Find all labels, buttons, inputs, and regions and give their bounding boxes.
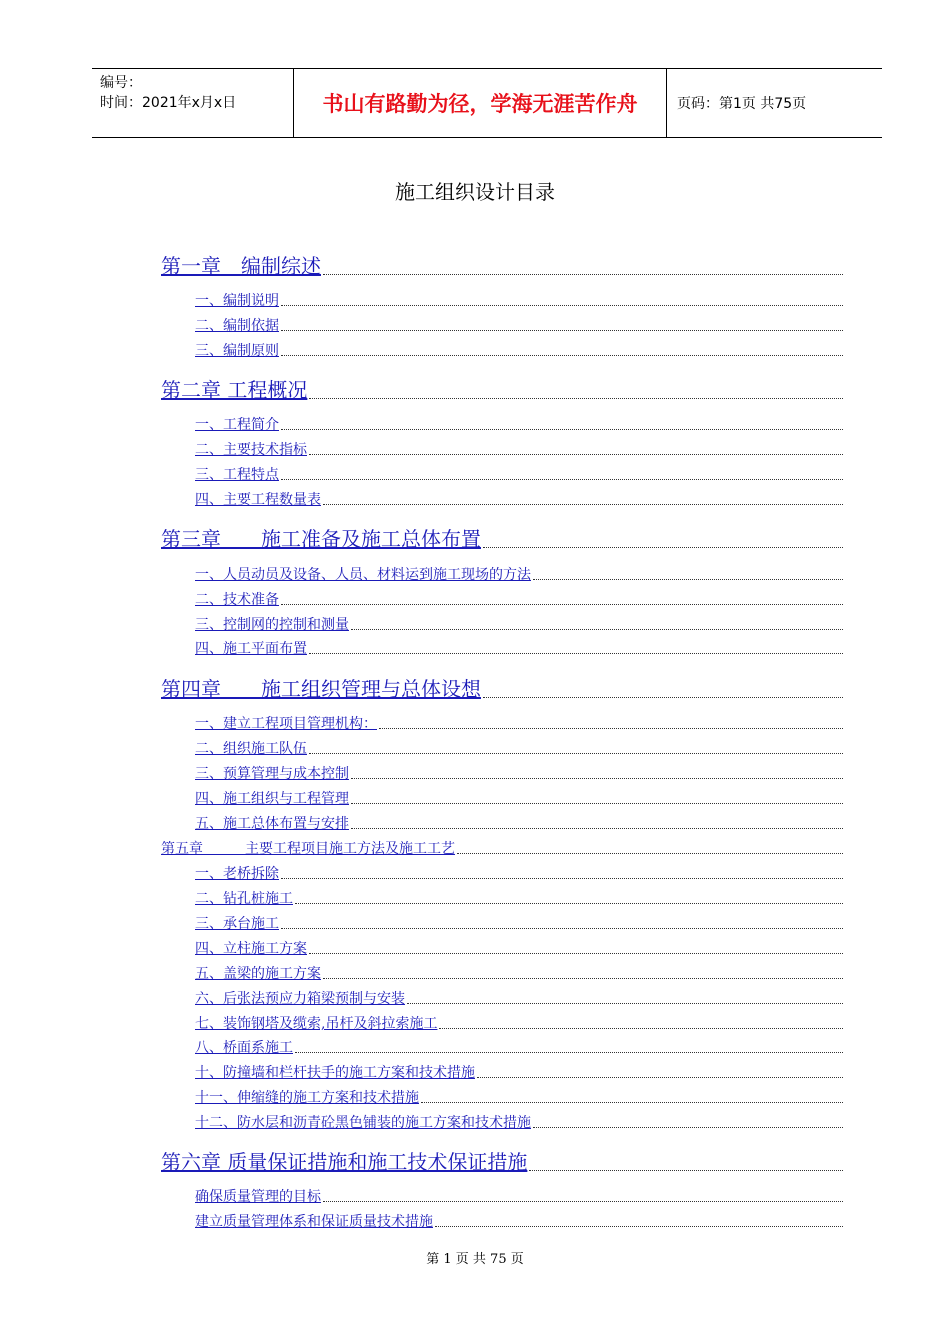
toc-section[interactable]: 一、建立工程项目管理机构： <box>195 713 843 733</box>
toc-section[interactable]: 一、人员动员及设备、人员、材料运到施工现场的方法 <box>195 564 843 584</box>
toc-section[interactable]: 十二、防水层和沥青砼黑色铺装的施工方案和技术措施 <box>195 1112 843 1132</box>
header-page-label: 页码：第1页 共75页 <box>677 96 807 112</box>
toc-section[interactable]: 七、装饰钢塔及缆索,吊杆及斜拉索施工 <box>195 1013 843 1033</box>
toc-section[interactable]: 二、组织施工队伍 <box>195 738 843 758</box>
toc-section[interactable]: 二、编制依据 <box>195 315 843 335</box>
toc-section[interactable]: 一、工程简介 <box>195 414 843 434</box>
document-title: 施工组织设计目录 <box>395 180 555 204</box>
toc-section[interactable]: 三、编制原则 <box>195 340 843 360</box>
toc-chapter[interactable]: 第四章 施工组织管理与总体设想 <box>161 673 843 702</box>
toc-section[interactable]: 三、控制网的控制和测量 <box>195 614 843 634</box>
toc-section[interactable]: 五、盖梁的施工方案 <box>195 963 843 983</box>
toc-section[interactable]: 二、主要技术指标 <box>195 439 843 459</box>
toc-chapter[interactable]: 第二章 工程概况 <box>161 374 843 403</box>
toc-section[interactable]: 四、施工平面布置 <box>195 638 843 658</box>
toc-section[interactable]: 六、后张法预应力箱梁预制与安装 <box>195 988 843 1008</box>
toc-section[interactable]: 十一、伸缩缝的施工方案和技术措施 <box>195 1087 843 1107</box>
toc-section[interactable]: 确保质量管理的目标 <box>195 1186 843 1206</box>
toc-section[interactable]: 四、主要工程数量表 <box>195 489 843 509</box>
toc-section[interactable]: 三、承台施工 <box>195 913 843 933</box>
toc-section[interactable]: 四、立柱施工方案 <box>195 938 843 958</box>
toc-section[interactable]: 一、老桥拆除 <box>195 863 843 883</box>
time-label: 时间：2021年x月x日 <box>100 95 237 111</box>
toc-chapter[interactable]: 第三章 施工准备及施工总体布置 <box>161 523 843 552</box>
toc-section[interactable]: 四、施工组织与工程管理 <box>195 788 843 808</box>
header-meta <box>92 69 293 137</box>
toc-section[interactable]: 五、施工总体布置与安排 <box>195 813 843 833</box>
toc-section[interactable]: 二、钻孔桩施工 <box>195 888 843 908</box>
page-footer: 第 1 页 共 75 页 <box>426 1252 524 1267</box>
header-motto: 书山有路勤为径，学海无涯苦作舟 <box>293 69 667 137</box>
toc-section[interactable]: 建立质量管理体系和保证质量技术措施 <box>195 1211 843 1231</box>
toc-section[interactable]: 十、防撞墙和栏杆扶手的施工方案和技术措施 <box>195 1062 843 1082</box>
toc-section[interactable]: 八、桥面系施工 <box>195 1037 843 1057</box>
toc-section[interactable]: 三、预算管理与成本控制 <box>195 763 843 783</box>
toc-chapter[interactable]: 第六章 质量保证措施和施工技术保证措施 <box>161 1146 843 1175</box>
toc-section[interactable]: 一、编制说明 <box>195 290 843 310</box>
number-label: 编号： <box>100 75 142 91</box>
toc-section[interactable]: 二、技术准备 <box>195 589 843 609</box>
toc-section[interactable]: 三、工程特点 <box>195 464 843 484</box>
toc-chapter[interactable]: 第五章 主要工程项目施工方法及施工工艺 <box>161 838 843 858</box>
toc-chapter[interactable]: 第一章 编制综述 <box>161 250 843 279</box>
page-header <box>92 68 882 138</box>
